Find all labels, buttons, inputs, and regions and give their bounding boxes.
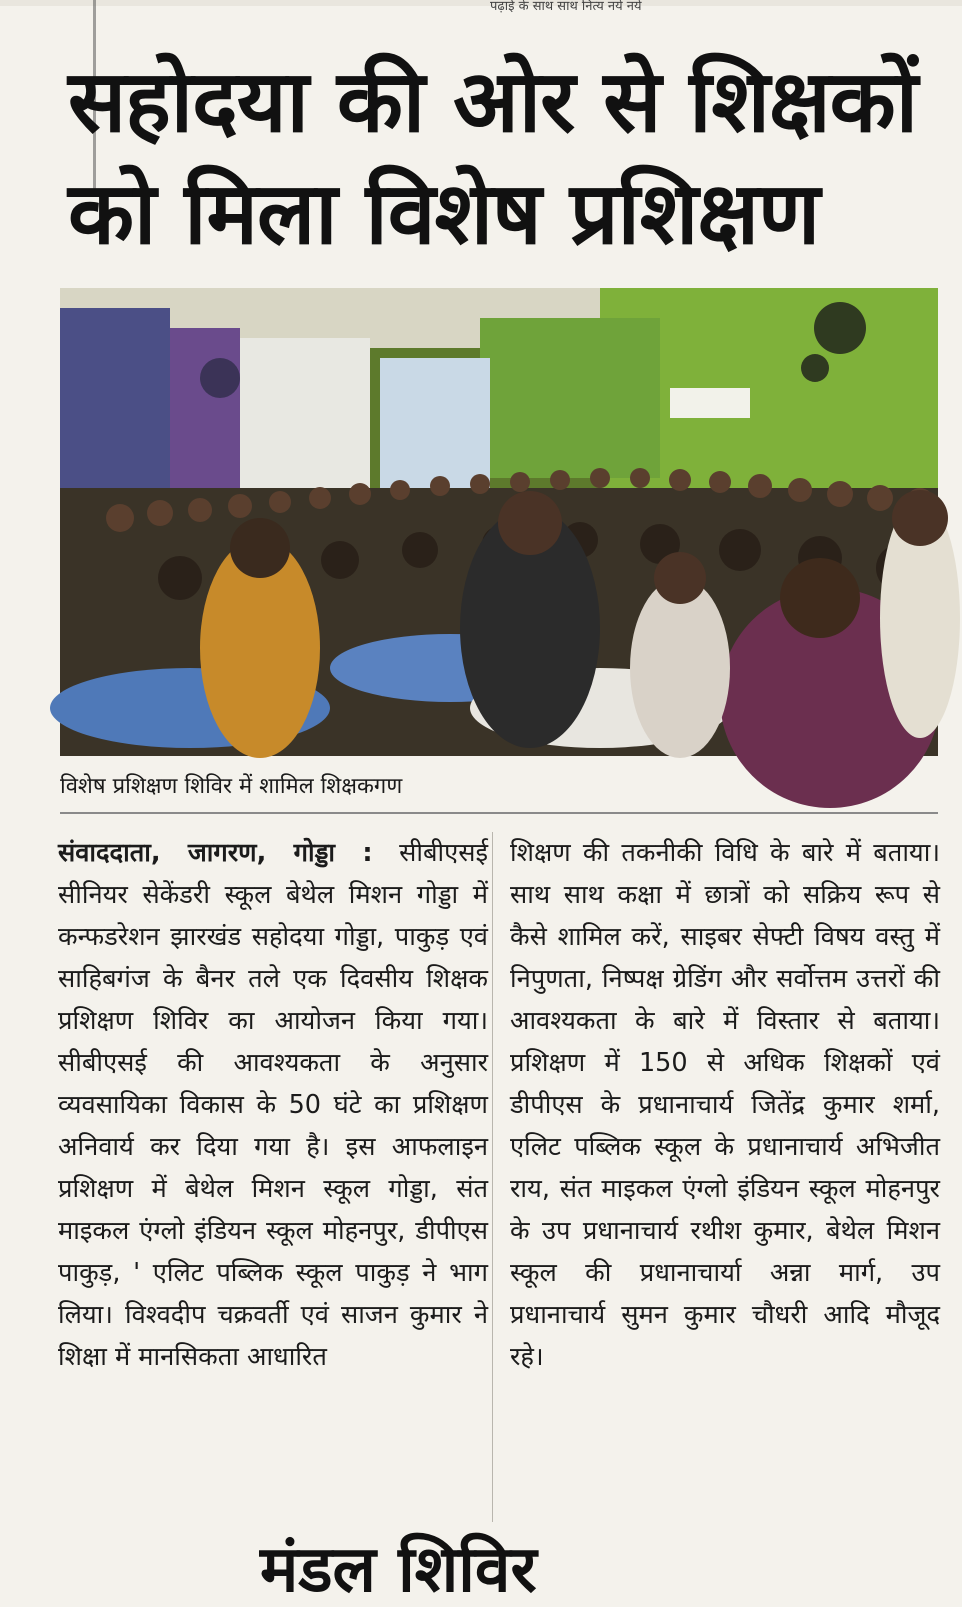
news-photo	[60, 288, 938, 756]
article-column-left	[58, 832, 488, 1378]
headline-line-2: को मिला विशेष प्रशिक्षण	[68, 164, 820, 264]
article-paragraph-right	[510, 832, 940, 1378]
headline-line-1: सहोदया की ओर से शिक्षकों	[68, 52, 918, 152]
article-column-right	[510, 832, 940, 1378]
article-text-left: सीबीएसई सीनियर सेकेंडरी स्कूल बेथेल मिशन गोड्डा में कन्फडरेशन झारखंड सहोदया गोड्डा, पाकुड़ एवं साहिबगंज के बैनर तले एक दिवसीय शिक्षक प्रशिक्षण शिविर का आयोजन किया गया। सीबीएसई की आवश्यकता के अनुसार व्यवसायिका विकास के 50 घंटे का प्रशिक्षण अनिवार्य कर दिया गया है। इस आफलाइन प्रशिक्षण में बेथेल मिशन स्कूल गोड्डा, संत माइकल एंग्लो इंडियन स्कूल मोहनपुर, डीपीएस पाकुड़, ' एलिट पब्लिक स्कूल पाकुड़ ने भाग लिया। विश्वदीप चक्रवर्ती एवं साजन कुमार ने शिक्षा में मानसिकता आधारित	[58, 838, 489, 1372]
byline: संवाददाता, जागरण, गोड्डा :	[58, 838, 373, 868]
caption-rule	[60, 812, 938, 814]
next-headline-text: मंडल शिविर	[260, 1533, 537, 1607]
headline	[68, 46, 938, 270]
article-text-right: शिक्षण की तकनीकी विधि के बारे में बताया। साथ साथ कक्षा में छात्रों को सक्रिय रूप से कैसे शामिल करें, साइबर सेफ्टी विषय वस्तु में निपुणता, निष्पक्ष ग्रेडिंग और सर्वोत्तम उत्तरों की आवश्यकता के बारे में विस्तार से बताया। प्रशिक्षण में 150 से अधिक शिक्षकों एवं डीपीएस के प्रधानाचार्य जितेंद्र कुमार शर्मा, एलिट पब्लिक स्कूल के प्रधानाचार्य अभिजीत राय, संत माइकल एंग्लो इंडियन स्कूल मोहनपुर के उप प्रधानाचार्य रथीश कुमार, बेथेल मिशन स्कूल की प्रधानाचार्या अन्ना मार्ग, उप प्रधानाचार्य सुमन कुमार चौधरी आदि मौजूद रहे।	[510, 838, 940, 1372]
training-hall-photo	[60, 288, 938, 756]
previous-article-fragment: पढ़ाई के साथ साथ नित्य नये नये	[490, 0, 642, 14]
column-separator	[492, 832, 493, 1522]
next-headline-fragment	[260, 1533, 680, 1607]
article-paragraph-left	[58, 832, 488, 1378]
photo-caption: विशेष प्रशिक्षण शिविर में शामिल शिक्षकगण	[60, 774, 403, 799]
